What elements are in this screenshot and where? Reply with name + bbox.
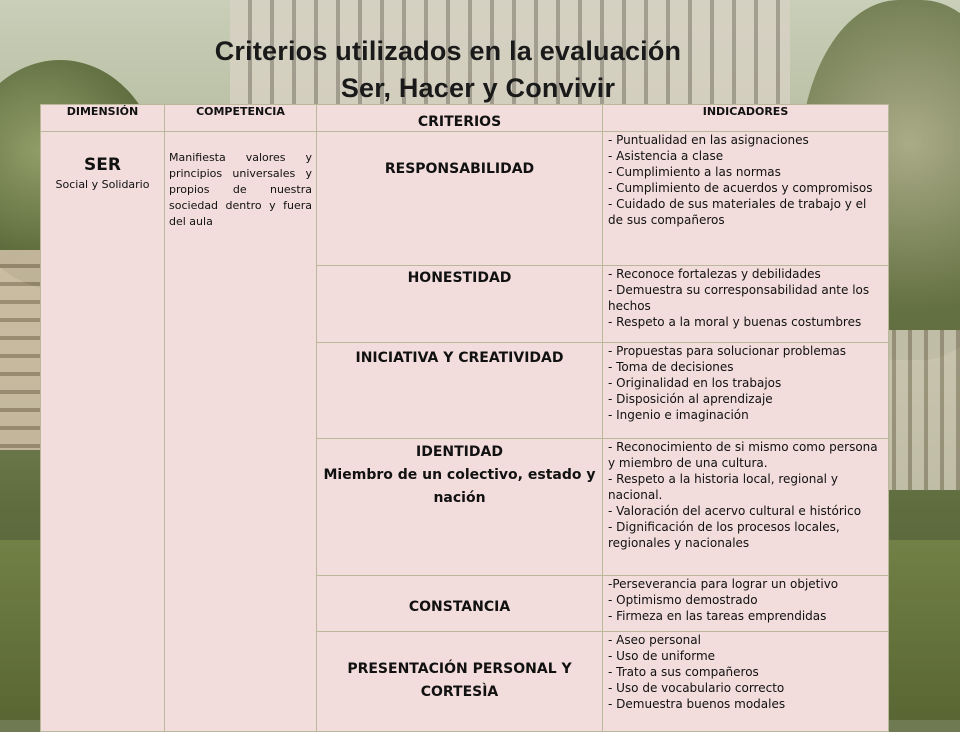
indicador-item: - Cumplimiento de acuerdos y compromisos xyxy=(608,181,873,195)
indicador-item: - Disposición al aprendizaje xyxy=(608,392,773,406)
criterio-label: PRESENTACIÓN PERSONAL Y CORTESÌA xyxy=(347,661,572,700)
header-dimension: DIMENSIÓN xyxy=(41,105,165,132)
criterio-cell xyxy=(317,632,603,732)
header-criterios: CRITERIOS xyxy=(317,105,603,132)
competencia-cell: Manifiesta valores y principios universales y propios de nuestra sociedad dentro y fuera del aula xyxy=(165,132,317,732)
criteria-table xyxy=(40,104,889,732)
indicadores-cell xyxy=(603,266,889,343)
indicadores-cell xyxy=(603,132,889,266)
criterio-cell xyxy=(317,343,603,439)
criterio-label: CONSTANCIA xyxy=(408,599,511,615)
header-competencia: COMPETENCIA xyxy=(165,105,317,132)
header-indicadores: INDICADORES xyxy=(603,105,889,132)
indicador-item: - Reconoce fortalezas y debilidades xyxy=(608,267,821,281)
indicador-item: - Aseo personal xyxy=(608,633,701,647)
indicador-item: - Firmeza en las tareas emprendidas xyxy=(608,609,827,623)
slide-subtitle: Ser, Hacer y Convivir xyxy=(340,73,616,103)
slide-title: Criterios utilizados en la evaluación xyxy=(214,36,682,66)
indicador-item: - Dignificación de los procesos locales, regionales y nacionales xyxy=(608,520,840,550)
dimension-name: SER xyxy=(84,155,121,175)
criterio-label: HONESTIDAD xyxy=(407,270,512,286)
criterio-cell xyxy=(317,266,603,343)
indicadores-cell xyxy=(603,343,889,439)
indicador-item: - Reconocimiento de si mismo como persona y miembro de una cultura. xyxy=(608,440,878,470)
indicador-item: - Puntualidad en las asignaciones xyxy=(608,133,809,147)
indicador-item: - Optimismo demostrado xyxy=(608,593,758,607)
dimension-subtitle: Social y Solidario xyxy=(55,178,150,191)
indicadores-cell xyxy=(603,632,889,732)
indicador-item: - Propuestas para solucionar problemas xyxy=(608,344,847,358)
dimension-cell xyxy=(41,132,165,732)
indicador-item: - Uso de uniforme xyxy=(608,649,716,663)
indicador-item: - Ingenio e imaginación xyxy=(608,408,749,422)
indicador-item: - Respeto a la historia local, regional y nacional. xyxy=(608,472,838,502)
criterio-cell xyxy=(317,132,603,266)
indicador-item: - Demuestra buenos modales xyxy=(608,697,786,711)
criterio-label: IDENTIDAD xyxy=(416,444,503,460)
indicador-item: - Trato a sus compañeros xyxy=(608,665,759,679)
indicador-item: - Cuidado de sus materiales de trabajo y el de sus compañeros xyxy=(608,197,867,227)
table-row xyxy=(41,132,889,266)
table-header-row xyxy=(41,105,889,132)
criterio-cell xyxy=(317,439,603,576)
indicador-item: - Toma de decisiones xyxy=(608,360,734,374)
indicador-item: - Uso de vocabulario correcto xyxy=(608,681,785,695)
indicador-item: -Perseverancia para lograr un objetivo xyxy=(608,577,839,591)
indicadores-cell xyxy=(603,439,889,576)
criterio-label: RESPONSABILIDAD xyxy=(384,161,535,177)
indicador-item: - Cumplimiento a las normas xyxy=(608,165,781,179)
criterio-label: INICIATIVA Y CREATIVIDAD xyxy=(355,350,564,366)
indicador-item: - Respeto a la moral y buenas costumbres xyxy=(608,315,862,329)
criterio-sublabel: Miembro de un colectivo, estado y nación xyxy=(323,467,596,506)
indicador-item: - Asistencia a clase xyxy=(608,149,724,163)
indicador-item: - Demuestra su corresponsabilidad ante los hechos xyxy=(608,283,870,313)
indicador-item: - Originalidad en los trabajos xyxy=(608,376,782,390)
criterio-cell xyxy=(317,576,603,632)
indicadores-cell xyxy=(603,576,889,632)
indicador-item: - Valoración del acervo cultural e histórico xyxy=(608,504,862,518)
